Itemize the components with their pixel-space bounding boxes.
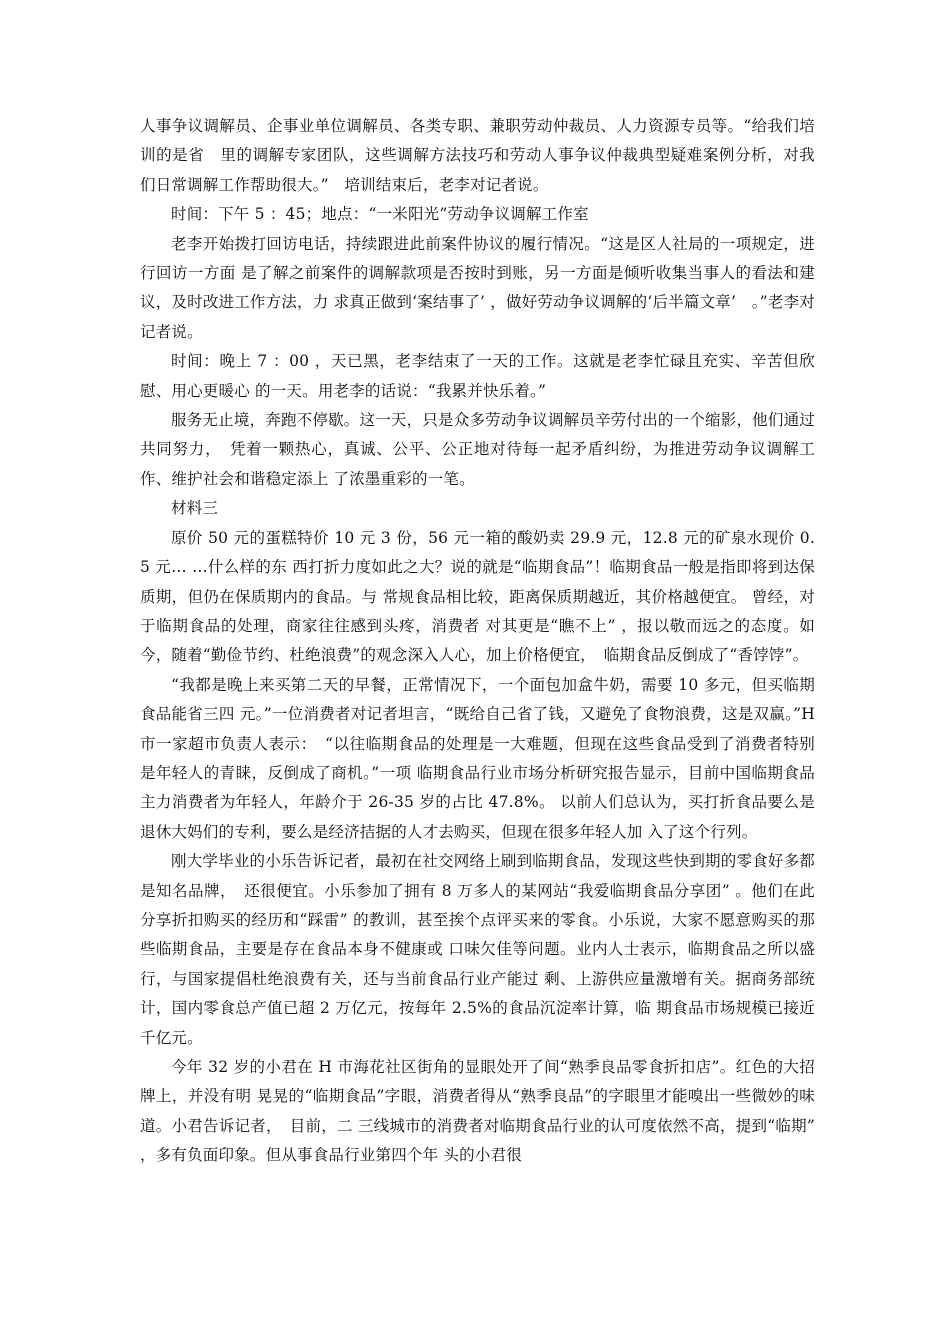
- paragraph-0: 人事争议调解员、企事业单位调解员、各类专职、兼职劳动仲裁员、人力资源专员等。“给我们培训的是省 里的调解专家团队，这些调解方法技巧和劳动人事争议仲裁典型疑难案例分析，对我们日常调解工作帮助很大。” 培训结束后，老李对记者说。: [140, 117, 815, 194]
- document-page: [140, 112, 815, 1171]
- paragraph-8: 刚大学毕业的小乐告诉记者，最初在社交网络上刷到临期食品，发现这些快到期的零食好多都是知名品牌， 还很便宜。小乐参加了拥有 8 万多人的某网站“我爱临期食品分享团” 。他们在此分享折扣购买的经历和“踩雷” 的教训，甚至挨个点评买来的零食。小乐说，大家不愿意购买的那些临期食品，主要是存在食品本身不健康或 口味欠佳等问题。业内人士表示，临期食品之所以盛行，与国家提倡杜绝浪费有关，还与当前食品行业产能过 剩、上游供应量激增有关。据商务部统计，国内零食总产值已超 2 万亿元，按每年 2.5%的食品沉淀率计算，临 期食品市场规模已接近千亿元。: [140, 852, 815, 1047]
- paragraph-1: 时间：下午 5 ：45；地点：“一米阳光”劳动争议调解工作室: [171, 205, 589, 224]
- paragraph-2: 老李开始拨打回访电话，持续跟进此前案件协议的履行情况。“这是区人社局的一项规定，进行回访一方面 是了解之前案件的调解款项是否按时到账，另一方面是倾听收集当事人的看法和建议，及时改进工作方法，力 求真正做到‘案结事了’ ，做好劳动争议调解的‘后半篇文章’ 。”老李对记者说。: [140, 234, 815, 341]
- paragraph-9: 今年 32 岁的小君在 H 市海花社区街角的显眼处开了间“熟季良品零食折扣店”。红色的大招牌上，并没有明 晃晃的“临期食品”字眼，消费者得从“熟季良品”的字眼里才能嗅出一些微妙的味道。小君告诉记者， 目前，二 三线城市的消费者对临期食品行业的认可度依然不高，提到“临期” ，多有负面印象。但从事食品行业第四个年 头的小君很: [140, 1058, 815, 1165]
- section-heading-material-3: 材料三: [171, 499, 219, 518]
- paragraph-3: 时间：晚上 7 ：00 ，天已黑，老李结束了一天的工作。这就是老李忙碌且充实、辛苦但欣慰、用心更暖心 的一天。用老李的话说：“我累并快乐着。”: [140, 352, 815, 400]
- paragraph-6: 原价 50 元的蛋糕特价 10 元 3 份，56 元一箱的酸奶卖 29.9 元，12.8 元的矿泉水现价 0.5 元… …什么样的东 西打折力度如此之大？说的就是“临期食品”！临期食品一般是指即将到达保质期，但仍在保质期内的食品。与 常规食品相比较，距离保质期越近，其价格越便宜。 曾经，对于临期食品的处理，商家往往感到头疼，消费者 对其更是“瞧不上” ，报以敬而远之的态度。如今，随着“勤俭节约、杜绝浪费”的观念深入人心，加上价格便宜， 临期食品反倒成了“香饽饽”。: [140, 528, 815, 665]
- paragraph-7: “我都是晚上来买第二天的早餐，正常情况下，一个面包加盒牛奶，需要 10 多元，但买临期食品能省三四 元。”一位消费者对记者坦言，“既给自己省了钱，又避免了食物浪费，这是双赢。”H 市一家超市负责人表示： “以往临期食品的处理是一大难题，但现在这些食品受到了消费者特别是年轻人的青睐，反倒成了商机。”一项 临期食品行业市场分析研究报告显示，目前中国临期食品主力消费者为年轻人，年龄介于 26-35 岁的占比 47.8%。 以前人们总认为，买打折食品要么是退休大妈们的专利，要么是经济拮据的人才去购买，但现在很多年轻人加 入了这个行列。: [140, 675, 815, 841]
- paragraph-4: 服务无止境，奔跑不停歇。这一天，只是众多劳动争议调解员辛劳付出的一个缩影，他们通过共同努力， 凭着一颗热心，真诚、公平、公正地对待每一起矛盾纠纷，为推进劳动争议调解工作、维护社会和谐稳定添上 了浓墨重彩的一笔。: [140, 411, 815, 488]
